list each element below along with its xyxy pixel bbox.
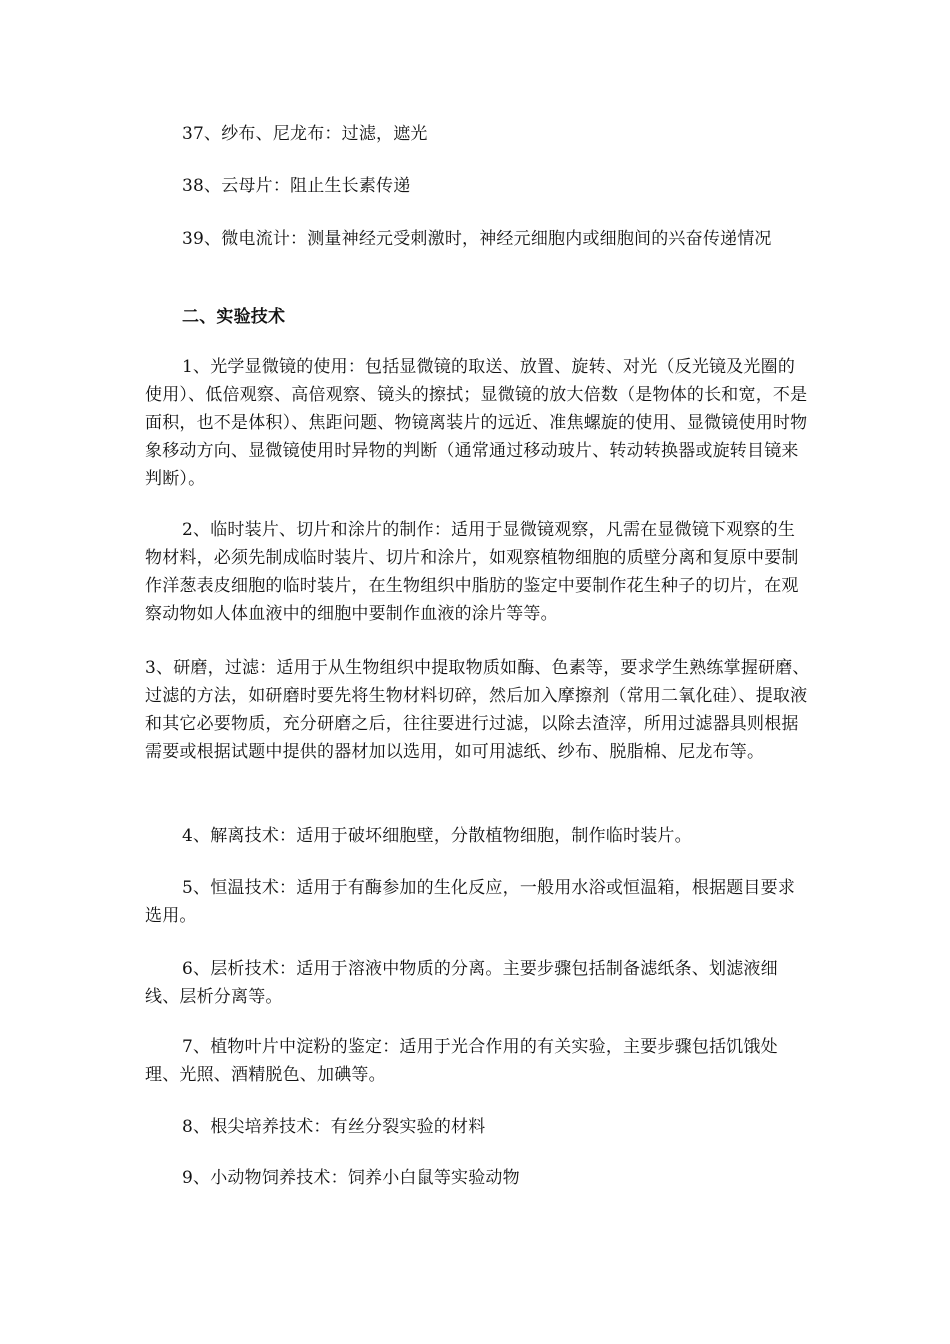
paragraph-item-37: 37、纱布、尼龙布：过滤，遮光	[182, 124, 428, 144]
paragraph-technique-1: 1、光学显微镜的使用：包括显微镜的取送、放置、旋转、对光（反光镜及光圈的使用）、低倍观察、高倍观察、镜头的擦拭；显微镜的放大倍数（是物体的长和宽，不是面积，也不是体积）、焦距问题、物镜离装片的远近、准焦螺旋的使用、显微镜使用时物象移动方向、显微镜使用时异物的判断（通常通过移动玻片、转动转换器或旋转目镜来判断）。	[145, 357, 808, 489]
paragraph-item-38: 38、云母片：阻止生长素传递	[182, 176, 411, 196]
paragraph-item-39: 39、微电流计：测量神经元受刺激时，神经元细胞内或细胞间的兴奋传递情况	[182, 229, 772, 249]
paragraph-technique-8: 8、根尖培养技术：有丝分裂实验的材料	[182, 1117, 486, 1137]
paragraph-technique-7: 7、植物叶片中淀粉的鉴定：适用于光合作用的有关实验，主要步骤包括饥饿处理、光照、酒精脱色、加碘等。	[145, 1037, 778, 1085]
paragraph-technique-2: 2、临时装片、切片和涂片的制作：适用于显微镜观察，凡需在显微镜下观察的生物材料，必须先制成临时装片、切片和涂片，如观察植物细胞的质壁分离和复原中要制作洋葱表皮细胞的临时装片，在生物组织中脂肪的鉴定中要制作花生种子的切片，在观察动物如人体血液中的细胞中要制作血液的涂片等等。	[145, 520, 799, 624]
paragraph-technique-5: 5、恒温技术：适用于有酶参加的生化反应，一般用水浴或恒温箱，根据题目要求选用。	[145, 878, 796, 926]
paragraph-technique-6: 6、层析技术：适用于溶液中物质的分离。主要步骤包括制备滤纸条、划滤液细线、层析分离等。	[145, 959, 778, 1007]
paragraph-technique-3: 3、研磨，过滤：适用于从生物组织中提取物质如酶、色素等，要求学生熟练掌握研磨、过滤的方法，如研磨时要先将生物材料切碎，然后加入摩擦剂（常用二氧化硅）、提取液和其它必要物质，充分研磨之后，往往要进行过滤，以除去渣滓，所用过滤器具则根据需要或根据试题中提供的器材加以选用，如可用滤纸、纱布、脱脂棉、尼龙布等。	[145, 658, 810, 762]
paragraph-technique-4: 4、解离技术：适用于破坏细胞壁，分散植物细胞，制作临时装片。	[182, 826, 692, 846]
section-heading: 二、实验技术	[182, 307, 286, 327]
paragraph-technique-9: 9、小动物饲养技术：饲养小白鼠等实验动物	[182, 1168, 520, 1188]
